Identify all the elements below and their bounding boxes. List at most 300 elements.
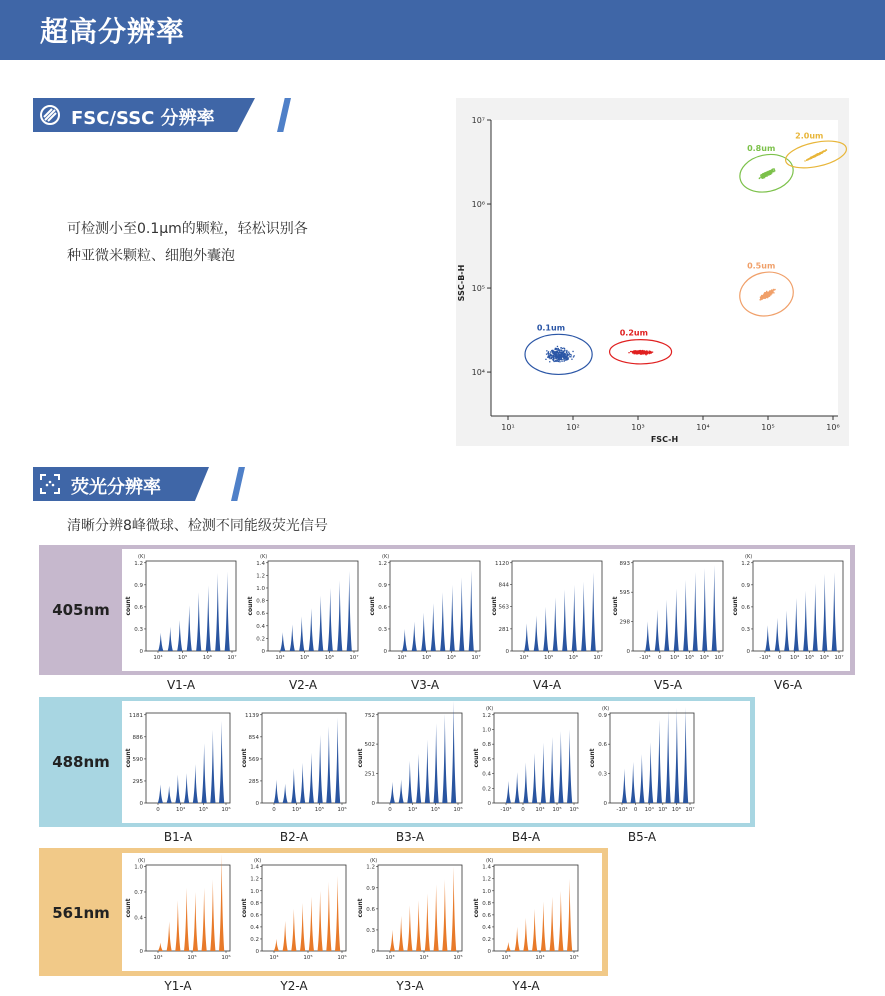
data-point: [551, 355, 552, 356]
plot-frame: [494, 865, 578, 951]
unit-label: (K): [370, 858, 378, 864]
x-tick-label: 10³: [501, 955, 511, 961]
histogram-caption: V6-A: [773, 678, 803, 692]
unit-label: (K): [382, 554, 390, 560]
x-tick-label: 10²: [566, 423, 580, 432]
y-tick-label: 844: [498, 582, 509, 589]
histogram-Y3-A: [354, 853, 466, 967]
x-tick-label: 10⁴: [644, 807, 654, 813]
data-point: [571, 359, 572, 360]
y-tick-label: 0.6: [378, 604, 387, 611]
x-tick-label: 10⁵: [804, 655, 815, 661]
data-point: [767, 294, 768, 295]
x-tick-label: 10⁴: [153, 655, 163, 661]
x-tick-label: 10⁷: [685, 807, 695, 813]
data-point: [761, 296, 762, 297]
data-point: [808, 158, 809, 159]
y-tick-label: 0.2: [256, 636, 265, 643]
data-point: [566, 356, 567, 357]
x-tick-label: 10³: [631, 423, 645, 432]
fsc-ssc-scatter-panel: [456, 98, 849, 446]
data-point: [768, 294, 769, 295]
data-point: [649, 352, 650, 353]
header-banner: [0, 0, 885, 60]
data-point: [825, 150, 826, 151]
plot-frame: [378, 713, 462, 803]
y-tick-label: 0.4: [482, 924, 491, 931]
data-point: [564, 354, 565, 355]
data-point: [559, 354, 560, 355]
data-point: [762, 177, 763, 178]
y-tick-label: 0.6: [366, 906, 375, 913]
data-point: [760, 299, 761, 300]
data-point: [767, 295, 768, 296]
data-point: [762, 297, 763, 298]
y-tick-label: 0.3: [598, 771, 607, 778]
data-point: [564, 356, 565, 357]
y-tick-label: 0.8: [256, 598, 265, 605]
data-point: [563, 348, 564, 349]
y-tick-label: 1.0: [134, 864, 143, 871]
y-tick-label: 1.0: [256, 585, 265, 592]
y-tick-label: 595: [619, 590, 630, 597]
x-tick-label: 10⁴: [176, 807, 186, 813]
x-axis-label: FSC-H: [650, 435, 679, 444]
unit-label: (K): [602, 706, 610, 712]
y-tick-label: 0.3: [134, 626, 143, 633]
y-axis-label: count: [125, 748, 132, 768]
y-tick-label: 0.3: [741, 626, 750, 633]
y-tick-label: 0.6: [482, 912, 491, 919]
band-chart-area: [122, 701, 750, 823]
population-label: 2.0um: [795, 131, 824, 141]
x-tick-label: 10⁷: [834, 655, 844, 661]
data-point: [770, 173, 771, 174]
y-tick-label: 502: [364, 742, 375, 749]
resolution-icon: [39, 104, 61, 126]
histogram-Y2-A: [238, 853, 350, 967]
x-tick-label: 10⁴: [419, 955, 429, 961]
unit-label: (K): [745, 554, 753, 560]
x-tick-label: 10⁶: [671, 807, 682, 813]
band-488nm: [39, 697, 755, 844]
y-tick-label: 1.4: [256, 560, 265, 567]
x-tick-label: 10⁵: [198, 807, 208, 813]
histogram-caption: B4-A: [511, 830, 541, 844]
y-tick-label: 10⁴: [471, 368, 485, 378]
band-label: 405nm: [52, 601, 110, 619]
y-tick-label: 1.2: [741, 560, 750, 567]
data-point: [551, 358, 552, 359]
x-tick-label: 10⁴: [153, 955, 163, 961]
y-tick-label: 0: [261, 649, 265, 655]
data-point: [560, 359, 561, 360]
y-tick-label: 0: [139, 801, 143, 807]
y-axis-label: count: [125, 898, 132, 918]
y-tick-label: 0.4: [256, 623, 265, 630]
plot-frame: [633, 561, 723, 651]
x-tick-label: 10⁵: [569, 955, 579, 961]
data-point: [763, 174, 764, 175]
desc-line-2: 种亚微米颗粒、细胞外囊泡: [67, 248, 235, 264]
data-point: [556, 358, 557, 359]
data-point: [559, 352, 560, 353]
data-point: [558, 361, 559, 362]
x-tick-label: 10⁷: [349, 655, 359, 661]
data-point: [564, 361, 565, 362]
data-point: [819, 153, 820, 154]
x-tick-label: -10⁴: [639, 655, 651, 661]
data-point: [546, 350, 547, 351]
data-point: [548, 351, 549, 352]
data-point: [553, 351, 554, 352]
data-point: [567, 357, 568, 358]
y-axis-label: count: [241, 898, 248, 918]
y-tick-label: 0.8: [482, 900, 491, 907]
y-tick-label: 0.8: [250, 900, 259, 907]
y-axis-label: count: [241, 748, 248, 768]
x-tick-label: 10⁴: [408, 807, 418, 813]
histogram-V5-A: [609, 549, 727, 667]
y-tick-label: 1.0: [250, 888, 259, 895]
x-tick-label: 10⁴: [397, 655, 407, 661]
data-point: [558, 348, 559, 349]
y-tick-label: 752: [364, 712, 375, 719]
histogram-caption: V4-A: [532, 678, 562, 692]
data-point: [638, 352, 639, 353]
data-point: [570, 354, 571, 355]
histogram-V3-A: [366, 549, 484, 667]
band-chart-area: [122, 549, 850, 671]
data-point: [640, 351, 641, 352]
x-tick-label: 0: [156, 807, 160, 813]
histogram-B5-A: [586, 701, 698, 819]
y-tick-label: 1.2: [256, 573, 265, 580]
data-point: [813, 156, 814, 157]
plot-frame: [512, 561, 602, 651]
section-tag-stripe: [231, 467, 245, 501]
y-tick-label: 0.7: [134, 889, 143, 896]
y-axis-label: count: [247, 596, 254, 616]
section-tag-stripe: [277, 98, 291, 132]
data-point: [764, 172, 765, 173]
y-tick-label: 569: [248, 756, 259, 763]
data-point: [556, 361, 557, 362]
histogram-V2-A: [244, 549, 362, 667]
histogram-Y4-A: [470, 853, 582, 967]
data-point: [559, 358, 560, 359]
data-point: [562, 348, 563, 349]
y-tick-label: 1.0: [482, 888, 491, 895]
data-point: [561, 361, 562, 362]
x-tick-label: 10⁶: [337, 807, 347, 813]
x-tick-label: 10⁴: [535, 807, 545, 813]
histogram-caption: Y2-A: [280, 979, 308, 993]
data-point: [635, 350, 636, 351]
data-point: [556, 352, 557, 353]
data-point: [549, 357, 550, 358]
y-tick-label: 0.6: [482, 756, 491, 763]
plot-frame: [262, 865, 346, 951]
data-point: [772, 171, 773, 172]
y-axis-label: count: [491, 596, 498, 616]
x-tick-label: 10³: [385, 955, 395, 961]
data-point: [568, 352, 569, 353]
data-point: [628, 352, 629, 353]
y-tick-label: 1.2: [482, 876, 491, 883]
y-tick-label: 10⁶: [471, 200, 485, 210]
band-561nm: [39, 848, 608, 993]
x-tick-label: -10⁴: [759, 655, 771, 661]
data-point: [553, 355, 554, 356]
data-point: [770, 170, 771, 171]
data-point: [555, 360, 556, 361]
x-tick-label: 10⁷: [471, 655, 481, 661]
y-tick-label: 1120: [495, 560, 509, 567]
data-point: [817, 154, 818, 155]
histogram-B1-A: [122, 701, 234, 819]
data-point: [558, 354, 559, 355]
section2-description: 清晰分辨8峰微球、检测不同能级荧光信号: [67, 518, 328, 534]
histogram-B2-A: [238, 701, 350, 819]
x-tick-label: 10⁴: [519, 655, 529, 661]
x-tick-label: 10⁵: [187, 955, 197, 961]
histogram-V1-A: [122, 549, 240, 667]
y-tick-label: 0.3: [378, 626, 387, 633]
x-tick-label: 10⁵: [761, 423, 775, 432]
y-tick-label: 285: [248, 778, 259, 785]
y-tick-label: 1.2: [378, 560, 387, 567]
x-tick-label: 10⁶: [337, 955, 347, 961]
data-point: [549, 358, 550, 359]
band-405nm: [39, 545, 855, 692]
y-tick-label: 563: [498, 604, 509, 611]
y-tick-label: 0.9: [366, 885, 375, 892]
y-tick-label: 1181: [129, 712, 143, 719]
data-point: [646, 350, 647, 351]
y-tick-label: 0.9: [134, 582, 143, 589]
y-tick-label: 0.6: [250, 912, 259, 919]
histogram-V4-A: [488, 549, 606, 667]
data-point: [547, 357, 548, 358]
data-point: [809, 158, 810, 159]
data-point: [553, 358, 554, 359]
y-tick-label: 298: [619, 619, 630, 626]
data-point: [764, 293, 765, 294]
plot-frame: [390, 561, 480, 651]
histogram-caption: V1-A: [166, 678, 196, 692]
x-tick-label: 10⁴: [789, 655, 800, 661]
histogram-B4-A: [470, 701, 582, 819]
y-axis-label: count: [357, 898, 364, 918]
y-axis-label: count: [732, 596, 739, 616]
data-point: [557, 346, 558, 347]
y-axis-label: count: [357, 748, 364, 768]
plot-frame: [262, 713, 346, 803]
data-point: [550, 353, 551, 354]
data-point: [548, 354, 549, 355]
data-point: [774, 289, 775, 290]
y-tick-label: 0: [487, 949, 491, 955]
population-label: 0.2um: [619, 328, 648, 338]
x-tick-label: 10⁶: [453, 807, 463, 813]
y-tick-label: 0.6: [134, 604, 143, 611]
data-point: [644, 353, 645, 354]
data-point: [771, 172, 772, 173]
y-tick-label: 0.4: [482, 771, 491, 778]
data-point: [546, 354, 547, 355]
data-point: [759, 178, 760, 179]
data-point: [564, 358, 565, 359]
y-tick-label: 10⁵: [471, 284, 485, 294]
unit-label: (K): [254, 858, 262, 864]
y-tick-label: 854: [248, 734, 259, 741]
y-tick-label: 0.6: [598, 742, 607, 749]
data-point: [551, 357, 552, 358]
desc-line-1: 可检测小至0.1μm的颗粒，轻松识别各: [67, 221, 308, 237]
y-tick-label: 281: [498, 626, 509, 633]
x-tick-label: 10⁷: [593, 655, 603, 661]
x-tick-label: -10⁴: [616, 807, 628, 813]
unit-label: (K): [486, 858, 494, 864]
section-tag-fsc: [33, 98, 268, 132]
x-tick-label: -10⁴: [500, 807, 512, 813]
band-chart-area: [122, 853, 602, 971]
x-tick-label: 10¹: [501, 423, 515, 432]
data-point: [764, 296, 765, 297]
x-tick-label: 10⁴: [292, 807, 302, 813]
data-point: [766, 172, 767, 173]
x-tick-label: 10⁴: [535, 955, 545, 961]
data-point: [551, 350, 552, 351]
x-tick-label: 10⁵: [658, 807, 668, 813]
histogram-caption: Y1-A: [164, 979, 192, 993]
x-tick-label: 10⁷: [714, 655, 724, 661]
y-tick-label: 295: [132, 778, 143, 785]
x-tick-label: 0: [778, 655, 782, 661]
y-tick-label: 0: [505, 649, 509, 655]
data-point: [560, 357, 561, 358]
x-tick-label: 10⁷: [227, 655, 237, 661]
data-point: [557, 359, 558, 360]
histogram-caption: Y3-A: [396, 979, 424, 993]
y-tick-label: 886: [132, 734, 143, 741]
x-tick-label: 10⁴: [269, 955, 279, 961]
y-tick-label: 0: [371, 949, 375, 955]
x-tick-label: 10⁶: [826, 423, 840, 432]
histogram-caption: B1-A: [163, 830, 193, 844]
data-point: [630, 351, 631, 352]
y-tick-label: 590: [132, 756, 143, 763]
data-point: [558, 356, 559, 357]
y-tick-label: 0.2: [482, 936, 491, 943]
y-axis-label: count: [473, 748, 480, 768]
y-axis-label: count: [369, 596, 376, 616]
data-point: [767, 174, 768, 175]
data-point: [763, 295, 764, 296]
x-tick-label: 10⁶: [202, 655, 212, 661]
data-point: [646, 352, 647, 353]
data-point: [766, 175, 767, 176]
population-label: 0.1um: [536, 323, 566, 333]
data-point: [811, 158, 812, 159]
data-point: [548, 355, 549, 356]
data-point: [637, 350, 638, 351]
histogram-Y1-A: [122, 853, 234, 967]
x-tick-label: 10⁶: [819, 655, 829, 661]
histogram-V6-A: [729, 549, 847, 667]
data-point: [550, 351, 551, 352]
x-tick-label: 10⁶: [699, 655, 709, 661]
x-tick-label: 10⁶: [221, 807, 231, 813]
data-point: [770, 292, 771, 293]
scan-frame-icon: [39, 473, 61, 495]
data-point: [771, 292, 772, 293]
y-tick-label: 0: [139, 649, 143, 655]
data-point: [569, 356, 570, 357]
histogram-caption: B3-A: [395, 830, 425, 844]
y-tick-label: 1.2: [134, 560, 143, 567]
data-point: [642, 353, 643, 354]
y-tick-label: 0.6: [741, 604, 750, 611]
population-label: 0.8um: [747, 143, 776, 153]
section1-description: [67, 216, 308, 270]
data-point: [555, 351, 556, 352]
histogram-caption: V2-A: [288, 678, 318, 692]
fsc-ssc-scatter-plot: [456, 98, 849, 446]
y-axis-label: count: [473, 898, 480, 918]
data-point: [567, 354, 568, 355]
y-tick-label: 0: [383, 649, 387, 655]
x-tick-label: 10⁵: [422, 655, 432, 661]
plot-frame: [268, 561, 358, 651]
y-tick-label: 1139: [245, 712, 259, 719]
data-point: [644, 351, 645, 352]
band-label: 561nm: [52, 904, 110, 922]
data-point: [547, 353, 548, 354]
data-point: [572, 351, 573, 352]
plot-frame: [146, 713, 230, 803]
y-tick-label: 0: [626, 649, 630, 655]
y-tick-label: 0.6: [256, 611, 265, 618]
data-point: [761, 176, 762, 177]
x-tick-label: 0: [658, 655, 662, 661]
data-point: [549, 361, 550, 362]
y-axis-label: SSC-B-H: [457, 264, 466, 302]
plot-frame: [494, 713, 578, 803]
page-title: 超高分辨率: [40, 15, 186, 48]
histogram-caption: B2-A: [279, 830, 309, 844]
y-tick-label: 0.4: [134, 915, 143, 922]
y-tick-label: 10⁷: [471, 116, 485, 125]
y-tick-label: 1.2: [250, 876, 259, 883]
unit-label: (K): [260, 554, 268, 560]
data-point: [573, 356, 574, 357]
y-tick-label: 0: [139, 949, 143, 955]
y-tick-label: 0.2: [250, 936, 259, 943]
y-tick-label: 1.4: [250, 864, 259, 871]
data-point: [561, 352, 562, 353]
y-tick-label: 0.3: [366, 927, 375, 934]
x-tick-label: 10⁶: [221, 955, 231, 961]
x-tick-label: 10⁵: [544, 655, 554, 661]
x-tick-label: 0: [521, 807, 525, 813]
section-tag-fluorescence: [33, 467, 223, 501]
y-tick-label: 0.2: [482, 786, 491, 793]
x-tick-label: 10⁶: [446, 655, 456, 661]
data-point: [565, 359, 566, 360]
x-tick-label: 10⁶: [568, 655, 578, 661]
